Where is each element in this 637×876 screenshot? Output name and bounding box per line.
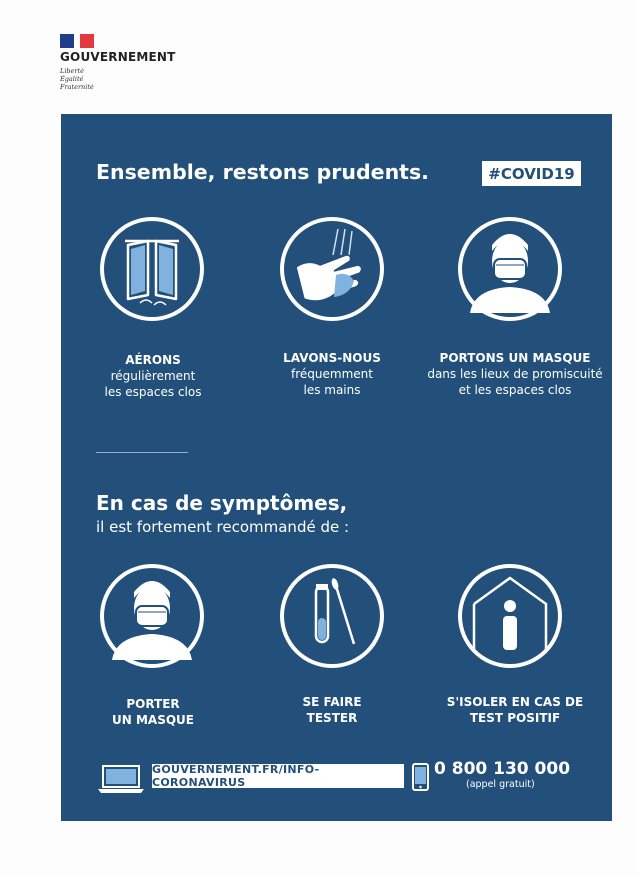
action-text: PORTER <box>126 697 180 711</box>
hashtag-badge: #COVID19 <box>482 161 581 186</box>
gesture-text: régulièrement <box>110 369 196 383</box>
motto-line: Égalité <box>60 75 84 83</box>
test-swab-icon <box>278 562 386 670</box>
wash-hands-icon <box>278 215 386 323</box>
face-mask-icon <box>456 215 564 323</box>
symptoms-title: En cas de symptômes, <box>96 491 348 515</box>
french-republic-logo-flag <box>60 34 94 48</box>
poster-title: Ensemble, restons prudents. <box>96 160 429 184</box>
gesture-label-mask <box>415 350 615 398</box>
gesture-label-wash <box>237 350 427 398</box>
gesture-title: PORTONS UN MASQUE <box>439 351 591 365</box>
action-label-mask <box>58 696 248 728</box>
logo-name: GOUVERNEMENT <box>60 50 176 64</box>
gesture-text: les mains <box>303 383 361 397</box>
motto-line: Liberté <box>60 67 84 75</box>
action-text: TEST POSITIF <box>469 711 561 725</box>
action-text: TESTER <box>306 711 358 725</box>
motto <box>60 67 94 91</box>
symptoms-subtitle: il est fortement recommandé de : <box>96 518 350 536</box>
motto-line: Fraternité <box>60 83 94 91</box>
laptop-icon <box>97 764 145 794</box>
action-text: UN MASQUE <box>112 713 194 727</box>
face-mask-icon <box>98 562 206 670</box>
section-divider <box>96 452 188 453</box>
gesture-text: les espaces clos <box>104 385 202 399</box>
house-isolation-icon <box>456 562 564 670</box>
open-window-icon <box>98 215 206 323</box>
gesture-text: dans les lieux de promiscuité <box>427 367 603 381</box>
gesture-text: et les espaces clos <box>458 383 572 397</box>
gesture-text: fréquemment <box>291 367 373 381</box>
action-label-test <box>237 694 427 726</box>
action-label-isolate <box>415 694 615 726</box>
hotline-phone-number[interactable]: 0 800 130 000 <box>434 759 571 779</box>
action-text: SE FAIRE <box>302 695 362 709</box>
gesture-label-ventilate <box>58 352 248 400</box>
mobile-phone-icon <box>412 763 429 791</box>
info-website-link[interactable]: GOUVERNEMENT.FR/INFO-CORONAVIRUS <box>152 764 404 788</box>
gesture-title: AÉRONS <box>125 353 181 367</box>
action-text: S'ISOLER EN CAS DE <box>446 695 584 709</box>
gesture-title: LAVONS-NOUS <box>283 351 381 365</box>
covid-poster <box>61 114 612 821</box>
phone-note: (appel gratuit) <box>466 779 535 790</box>
